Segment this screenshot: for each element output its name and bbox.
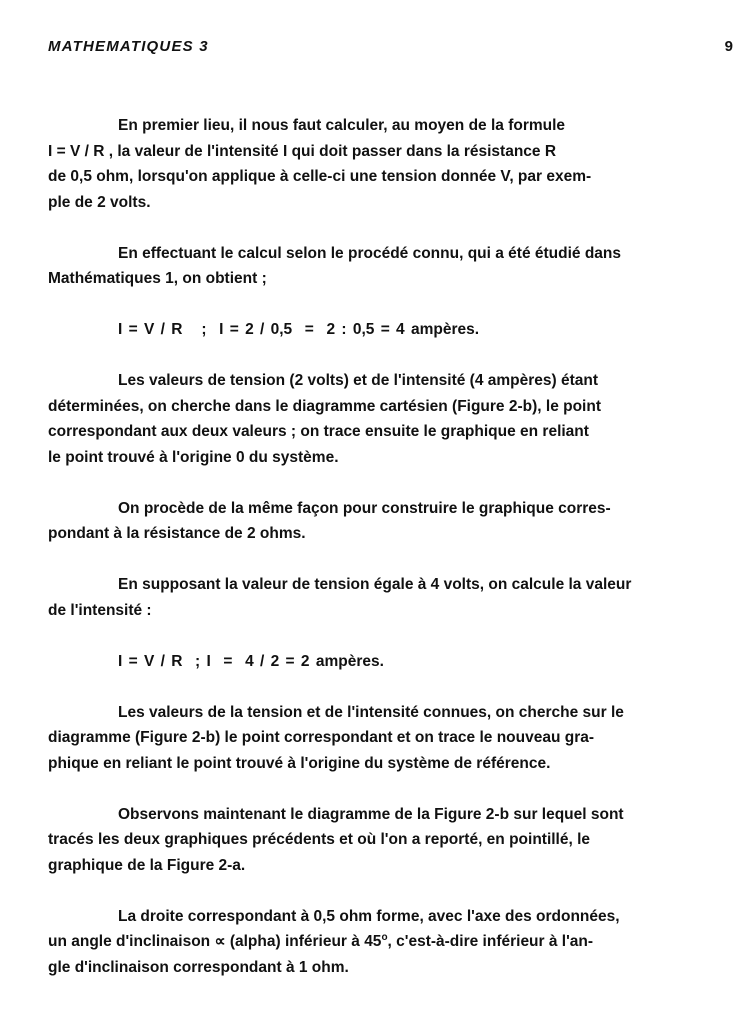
paragraph-line: La droite correspondant à 0,5 ohm forme, avec l'axe des ordonnées, <box>118 907 620 925</box>
paragraph-line: gle d'inclinaison correspondant à 1 ohm. <box>48 958 349 976</box>
paragraph-line: tracés les deux graphiques précédents et où l'on a reporté, en pointillé, le <box>48 831 591 848</box>
paragraph-line: Observons maintenant le diagramme de la Figure 2-b sur lequel sont <box>118 805 624 823</box>
page-header <box>48 38 735 55</box>
degree-superscript: o <box>381 931 388 943</box>
paragraph-1 <box>48 113 732 215</box>
page-body <box>48 113 732 1006</box>
paragraph-7 <box>48 802 732 879</box>
paragraph-4 <box>48 496 732 547</box>
paragraph-line: de l'intensité : <box>48 601 152 619</box>
paragraph-5 <box>48 572 732 623</box>
angle-text-cont: , c'est-à-dire inférieur à l'an- <box>387 933 594 950</box>
paragraph-line: pondant à la résistance de 2 ohms. <box>48 525 306 542</box>
paragraph-line: Mathématiques 1, on obtient ; <box>48 270 267 287</box>
paragraph-line: En effectuant le calcul selon le procédé connu, qui a été étudié dans <box>118 244 622 262</box>
paragraph-line <box>48 929 732 955</box>
paragraph-line: correspondant aux deux valeurs ; on trace ensuite le graphique en reliant <box>48 423 589 440</box>
paragraph-2 <box>48 241 732 292</box>
paragraph-line: le point trouvé à l'origine 0 du système. <box>48 448 339 466</box>
paragraph-line: diagramme (Figure 2-b) le point correspondant et on trace le nouveau gra- <box>48 729 595 746</box>
paragraph-line: On procède de la même façon pour construire le graphique corres- <box>118 499 611 517</box>
paragraph-line: Les valeurs de tension (2 volts) et de l'intensité (4 ampères) étant <box>118 372 599 389</box>
angle-text: un angle d'inclinaison ∝ (alpha) inférieur à 45 <box>48 933 382 950</box>
paragraph-line: Les valeurs de la tension et de l'intensité connues, on cherche sur le <box>118 703 624 721</box>
paragraph-8 <box>48 904 732 981</box>
running-head: MATHEMATIQUES 3 <box>48 38 209 55</box>
formula-ohms-law-2: I = V / R ; I = 4 / 2 = 2 ampères. <box>118 652 384 670</box>
paragraph-line: phique en reliant le point trouvé à l'origine du système de référence. <box>48 754 551 772</box>
paragraph-line: I = V / R , la valeur de l'intensité I qui doit passer dans la résistance R <box>48 142 557 160</box>
paragraph-6 <box>48 700 732 777</box>
paragraph-line: En premier lieu, il nous faut calculer, au moyen de la formule <box>118 117 566 134</box>
formula-ohms-law-1: I = V / R ; I = 2 / 0,5 = 2 : 0,5 = 4 ampères. <box>118 321 480 338</box>
paragraph-line: déterminées, on cherche dans le diagramme cartésien (Figure 2-b), le point <box>48 397 601 415</box>
page-number: 9 <box>724 38 733 55</box>
paragraph-3 <box>48 368 732 470</box>
paragraph-line: En supposant la valeur de tension égale à 4 volts, on calcule la valeur <box>118 576 632 593</box>
paragraph-line: graphique de la Figure 2-a. <box>48 856 246 874</box>
paragraph-line: de 0,5 ohm, lorsqu'on applique à celle-ci une tension donnée V, par exem- <box>48 168 592 185</box>
paragraph-line: ple de 2 volts. <box>48 193 151 211</box>
